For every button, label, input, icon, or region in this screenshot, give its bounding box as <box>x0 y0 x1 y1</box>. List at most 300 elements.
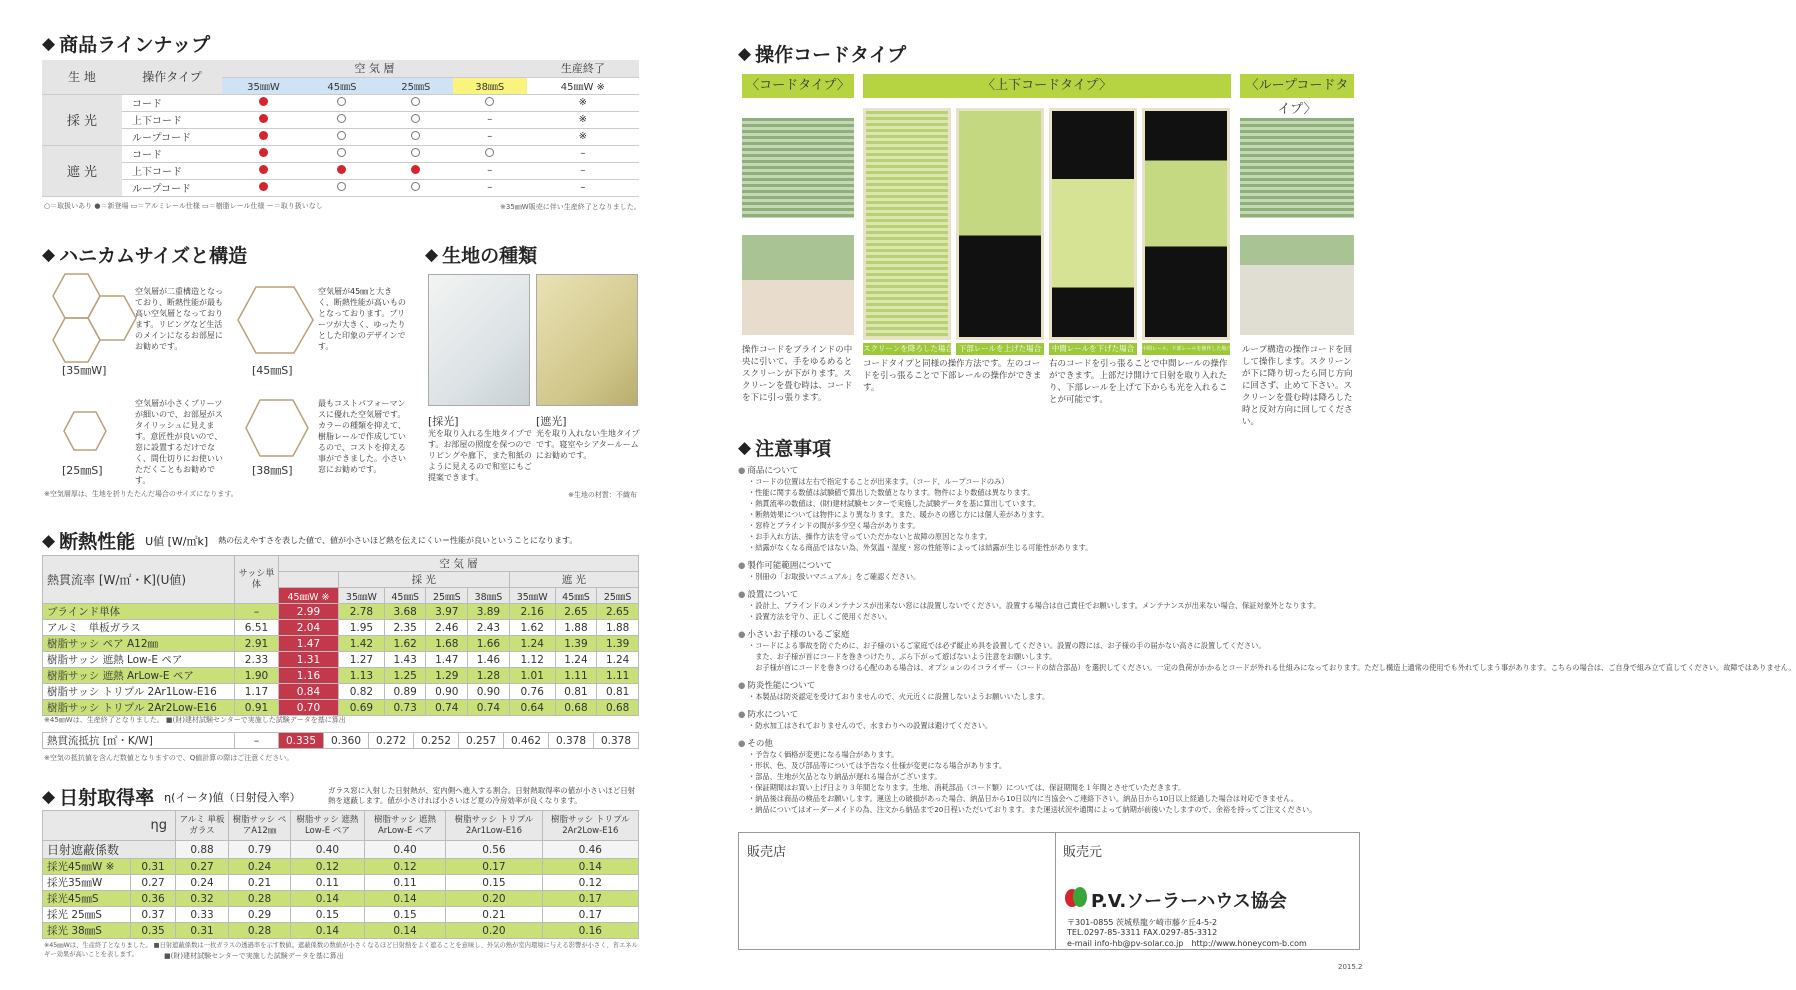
lineup-cell <box>379 128 453 145</box>
lineup-title: ◆ 商品ラインナップ <box>42 33 211 56</box>
caution-title: ◆ 注意事項 <box>738 437 832 460</box>
diamond-icon: ◆ <box>42 786 56 807</box>
thermal-table <box>42 555 639 716</box>
solar-cell: 0.15 <box>364 907 445 923</box>
lineup-op: 上下コード <box>122 111 222 128</box>
thermal-cell: 1.12 <box>509 652 555 668</box>
thermal-col-header: 38㎜S <box>468 588 510 604</box>
solar-cell: 0.12 <box>291 859 365 875</box>
diamond-icon: ◆ <box>42 33 56 54</box>
lineup-group: 遮 光 <box>42 145 122 196</box>
thermal-row <box>43 636 639 652</box>
caution-item: ・保証期間はお買い上げ日より３年間となります。生地、消耗部品（コード類）については、保証期間を１年間とさせていただきます。 <box>748 783 1186 792</box>
resist-cell: 0.335 <box>279 733 324 749</box>
solar-row-label: 採光45㎜S <box>43 891 131 907</box>
new-dot-icon <box>411 165 420 174</box>
lineup-row <box>42 145 639 162</box>
lineup-cell: – <box>527 162 639 179</box>
cord-photo-1 <box>742 118 854 218</box>
solar-subtitle: η(イータ)値（日射侵入率） <box>164 790 301 804</box>
thermal-row-label: 樹脂サッシ トリプル 2Ar2Low-E16 <box>43 700 235 716</box>
solar-col-header: アルミ 単板ガラス <box>176 811 229 841</box>
lineup-cell: ※ <box>527 111 639 128</box>
thermal-note2: ※空気の抵抗値を含んだ数値となりますので、Q値計算の際はご注意ください。 <box>44 754 294 762</box>
diamond-icon: ◆ <box>425 244 439 265</box>
caution-item: ・納品後は商品の検品をお願いします。運送上の破損があった場合、納品日から10日以内に当協会へご連絡下さい。納品日から10日以上経過した場合は対応できません。 <box>748 794 1298 803</box>
lineup-cell: – <box>453 179 527 196</box>
hex-38mmS-icon <box>244 398 310 458</box>
caution-heading: ● 小さいお子様のいるご家庭 <box>738 628 1358 640</box>
solar-row <box>43 891 639 907</box>
solar-cell: 0.28 <box>229 923 291 939</box>
lineup-row <box>42 128 639 145</box>
available-circle-icon <box>337 114 346 123</box>
thermal-cell: 3.97 <box>426 604 468 620</box>
lineup-table <box>42 60 639 197</box>
caution-heading: ● 製作可能範囲について <box>738 559 1358 571</box>
dealer-box <box>738 832 1360 950</box>
diamond-icon: ◆ <box>738 437 752 458</box>
solar-h-label: 日射遮蔽係数 <box>43 841 176 859</box>
lineup-cell <box>379 162 453 179</box>
available-circle-icon <box>485 97 494 106</box>
solar-cell: 0.27 <box>176 859 229 875</box>
thermal-cell: 0.73 <box>384 700 426 716</box>
thermal-col-header: 25㎜S <box>426 588 468 604</box>
thermal-cell: 2.65 <box>555 604 597 620</box>
thermal-cell: 0.81 <box>555 684 597 700</box>
lineup-cell: – <box>527 145 639 162</box>
lineup-col-header: 25㎜S <box>379 77 453 94</box>
caution-item: お子様が首にコードを巻きつける心配のある場合は、オプションのイコライザー（コードの結合部品）を選択してください。一定の負荷がかかるとコードが外れる仕組みになっております。ただし構造上通常の使用でも外れてしまう事があります。こちらの場合は、ご自身で組み立て直してください。故障ではありません。 <box>748 663 1796 672</box>
updown-photo-4 <box>1142 108 1230 340</box>
lineup-cell: – <box>453 162 527 179</box>
caution-item: ・結露がなくなる商品ではない為、外気温・湿度・窓の性能等によっては結露が生じる可能性があります。 <box>748 543 1093 552</box>
solar-cell: 0.21 <box>229 875 291 891</box>
solar-cell: 0.12 <box>364 859 445 875</box>
caution-item: ・納品についてはオーダーメイドの為、注文から納品まで20日程いただいております。また運送状況や通関によって納期が前後いたしますので、余裕を持ってご注文ください。 <box>748 805 1317 814</box>
thermal-cell: 1.88 <box>597 620 639 636</box>
thermal-cell: 1.31 <box>279 652 339 668</box>
solar-h-eta: ηg <box>43 811 176 841</box>
solar-cell: 0.17 <box>446 859 542 875</box>
lineup-h-air: 空 気 層 <box>222 60 527 77</box>
solar-glass-cell: 0.79 <box>229 841 291 859</box>
thermal-cell: 0.84 <box>279 684 339 700</box>
fabric-title: ◆ 生地の種類 <box>425 244 538 267</box>
caution-item: ・形状、色、及び部品等については予告なく仕様が変更になる場合があります。 <box>748 761 1007 770</box>
solar-coef: 0.35 <box>131 923 176 939</box>
thermal-cell: 3.68 <box>384 604 426 620</box>
thermal-cell: 1.01 <box>509 668 555 684</box>
thermal-cell: 1.68 <box>426 636 468 652</box>
hex-text-2: 空気層が45㎜と大きく、断熱性能が高いものとなっております。プリーツが大きく、ゆったりとした印象のデザインです。 <box>318 287 406 351</box>
solar-col-header: 樹脂サッシ トリプル 2Ar2Low-E16 <box>542 811 638 841</box>
thermal-cell: 1.47 <box>426 652 468 668</box>
caution-item: ・コードによる事故を防ぐために、お子様のいるご家庭では必ず縦止め具を設置してください。設置の際には、お子様の手の届かない高さに設置してください。 <box>748 641 1266 650</box>
available-circle-icon <box>411 131 420 140</box>
caution-item: ・予告なく価格が変更になる場合があります。 <box>748 750 899 759</box>
thermal-col-header: 35㎜W <box>509 588 555 604</box>
thermal-row <box>43 604 639 620</box>
fabric-a-text: 光を取り入れる生地タイプです。お部屋の照度を保つのでリビングや廊下、また和紙のように見えるので和室にもご提案できます。 <box>428 429 532 482</box>
lineup-col-header: 38㎜S <box>453 77 527 94</box>
year: 2015.2 <box>1338 963 1363 971</box>
lineup-col-header: 45㎜W ※ <box>527 77 639 94</box>
updown-cap-2: 下部レールを上げた場合 <box>956 343 1044 355</box>
thermal-cell: 1.66 <box>468 636 510 652</box>
thermal-title: ◆ 断熱性能 U値 [W/㎡k] 熱の伝えやすさを表した値で、値が小さいほど熱を伝えにくい＝性能が良いということになります。 <box>42 530 578 553</box>
thermal-cell: 1.42 <box>338 636 384 652</box>
thermal-cell: 2.16 <box>509 604 555 620</box>
honeycomb-title: ◆ ハニカムサイズと構造 <box>42 244 248 267</box>
solar-coef: 0.27 <box>131 875 176 891</box>
hex-label-4: [38㎜S] <box>252 464 293 477</box>
hex-45mmS-icon <box>236 285 316 355</box>
solar-row-label: 採光 25㎜S <box>43 907 131 923</box>
thermal-h-label: 熱貫流率 [W/㎡・K](U値) <box>43 556 235 604</box>
loop-photo-1 <box>1240 118 1354 218</box>
thermal-cell: 0.70 <box>279 700 339 716</box>
hex-label-3: [25㎜S] <box>62 464 103 477</box>
resist-cell: 0.378 <box>549 733 594 749</box>
new-dot-icon <box>259 114 268 123</box>
lineup-row <box>42 162 639 179</box>
thermal-cell: 2.99 <box>279 604 339 620</box>
available-circle-icon <box>411 114 420 123</box>
lineup-row <box>42 111 639 128</box>
solar-row-label: 採光 38㎜S <box>43 923 131 939</box>
solar-cell: 0.12 <box>542 875 638 891</box>
thermal-row <box>43 620 639 636</box>
caution-item: ・コードの位置は左右で指定することが出来ます。（コード、ループコードのみ） <box>748 477 1009 486</box>
dealer-address: 〒301-0855 茨城県龍ケ崎市藤ケ丘4-5-2 <box>1067 918 1218 927</box>
caution-heading: ● 防水について <box>738 708 1358 720</box>
solar-cell: 0.16 <box>542 923 638 939</box>
lineup-h-end: 生産終了 <box>527 60 639 77</box>
solar-coef: 0.31 <box>131 859 176 875</box>
thermal-cell: 1.16 <box>279 668 339 684</box>
thermal-cell: 1.62 <box>509 620 555 636</box>
new-dot-icon <box>259 165 268 174</box>
hex-text-4: 最もコストパフォーマンスに優れた空気層です。カラーの種類を抑えて、樹脂レールで作成しているので、コストを抑える事ができました。小さい窓にお勧めです。 <box>318 399 406 474</box>
lineup-op: コード <box>122 145 222 162</box>
thermal-h-air: 空 気 層 <box>279 556 639 572</box>
thermal-row-label: 樹脂サッシ トリプル 2Ar1Low-E16 <box>43 684 235 700</box>
available-circle-icon <box>337 131 346 140</box>
caution-heading: ● 商品について <box>738 464 1358 476</box>
lineup-cell <box>379 145 453 162</box>
lineup-cell <box>379 179 453 196</box>
resist-cell: 0.252 <box>414 733 459 749</box>
thermal-cell: 0.89 <box>384 684 426 700</box>
lineup-legend: ○＝取扱いあり ●＝新登場 ▭＝アルミレール仕様 ▭＝樹脂レール仕様 ー＝取り扱いなし <box>44 202 323 210</box>
solar-cell: 0.31 <box>176 923 229 939</box>
solar-col-header: 樹脂サッシ トリプル 2Ar1Low-E16 <box>446 811 542 841</box>
caution-item: ・性能に関する数値は試験値で算出した数値となります。物件により数値は異なります。 <box>748 488 1035 497</box>
lineup-cell <box>379 111 453 128</box>
thermal-cell: 0.64 <box>509 700 555 716</box>
dealer-tel: TEL.0297-85-3311 FAX.0297-85-3312 <box>1067 928 1218 937</box>
caution-heading: ● 設置について <box>738 588 1358 600</box>
thermal-sash: 2.33 <box>235 652 279 668</box>
thermal-cell: 1.24 <box>597 652 639 668</box>
resist-cell: 0.272 <box>369 733 414 749</box>
lineup-cell <box>222 145 305 162</box>
thermal-cell: 1.27 <box>338 652 384 668</box>
lineup-cell: – <box>453 111 527 128</box>
lineup-cell <box>222 111 305 128</box>
thermal-subtitle: U値 [W/㎡k] <box>145 534 209 548</box>
thermal-row <box>43 684 639 700</box>
cord-type2-label: 〈上下コードタイプ〉 <box>863 74 1231 98</box>
hex-label-2: [45㎜S] <box>252 364 293 377</box>
solar-note1: ※45㎜Wは、生産終了となりました。 ■日射遮蔽係数は一枚ガラスの透過率を示す数値。遮蔽係数の数値が小さくなるほど日射熱をよく遮ることを意味し、外気の熱が室内環境に与える影響が小さく、省エネルギー効果が高いことを表します。 <box>44 942 638 958</box>
caution-item: ・窓枠とブラインドの間が多少空く場合があります。 <box>748 521 920 530</box>
caution-item: ・別冊の「お取扱いマニュアル」をご確認ください。 <box>748 572 921 581</box>
available-circle-icon <box>337 97 346 106</box>
lineup-cell: ※ <box>527 128 639 145</box>
fabric-b-text: 光を取り入れない生地タイプです。寝室やシアタールームにお勧めです。 <box>536 429 640 460</box>
new-dot-icon <box>259 97 268 106</box>
solar-cell: 0.14 <box>364 891 445 907</box>
solar-coef: 0.37 <box>131 907 176 923</box>
lineup-cell <box>305 128 379 145</box>
thermal-row <box>43 652 639 668</box>
thermal-row-label: ブラインド単体 <box>43 604 235 620</box>
lineup-cell <box>305 162 379 179</box>
thermal-h-saiko: 採 光 <box>338 572 509 588</box>
thermal-desc: 熱の伝えやすさを表した値で、値が小さいほど熱を伝えにくい＝性能が良いということになります。 <box>218 536 578 545</box>
thermal-cell: 1.29 <box>426 668 468 684</box>
solar-cell: 0.29 <box>229 907 291 923</box>
resist-sash: – <box>235 733 279 749</box>
dealer-company: P.V.ソーラーハウス協会 <box>1091 891 1287 912</box>
cord-desc-4: ループ構造の操作コードを回して操作します。スクリーンが下に降り切ったら同じ方向に回さず、止めて下さい。スクリーンを畳む時は降ろした時と反対方向に回してください。 <box>1242 345 1353 427</box>
caution-item: ・断熱効果については物件により異なります。また、暖かさの感じ方には個人差があります。 <box>748 510 1049 519</box>
thermal-cell: 1.46 <box>468 652 510 668</box>
hex-label-1: [35㎜W] <box>62 364 107 377</box>
solar-cell: 0.24 <box>229 859 291 875</box>
caution-body <box>738 458 1796 815</box>
hex-text-1: 空気層が二重構造となっており、断熱性能が最も高い空気層となっております。リビングなど生活のメインになるお部屋にお勧めです。 <box>135 287 223 351</box>
solar-cell: 0.20 <box>446 923 542 939</box>
dealer-email: e-mail info-hb@pv-solar.co.jp http://www.honeycom-b.com <box>1067 939 1307 948</box>
lineup-cell: ※ <box>527 94 639 111</box>
thermal-cell: 0.81 <box>597 684 639 700</box>
solar-cell: 0.33 <box>176 907 229 923</box>
thermal-cell: 2.35 <box>384 620 426 636</box>
thermal-cell: 1.88 <box>555 620 597 636</box>
updown-cap-1: スクリーンを降ろした場合 <box>863 344 953 353</box>
solar-cell: 0.15 <box>291 907 365 923</box>
solar-row <box>43 859 639 875</box>
thermal-cell: 0.68 <box>597 700 639 716</box>
solar-col-header: 樹脂サッシ 遮熱 Low-E ペア <box>291 811 365 841</box>
lineup-cell <box>305 111 379 128</box>
solar-table <box>42 810 639 939</box>
thermal-sash: 6.51 <box>235 620 279 636</box>
solar-cell: 0.32 <box>176 891 229 907</box>
solar-glass-cell: 0.40 <box>364 841 445 859</box>
resist-cell: 0.462 <box>504 733 549 749</box>
thermal-sash: – <box>235 604 279 620</box>
diamond-icon: ◆ <box>738 43 752 64</box>
lineup-cell <box>305 145 379 162</box>
hex-25mmS-icon <box>62 410 108 452</box>
loop-photo-2 <box>1240 235 1354 335</box>
solar-cell: 0.15 <box>446 875 542 891</box>
thermal-row <box>43 700 639 716</box>
caution-item: ・設置方法を守り、正しくご使用ください。 <box>748 612 892 621</box>
fabric-shako-photo <box>536 274 638 406</box>
honeycomb-note: ※空気層厚は、生地を折りたたんだ場合のサイズになります。 <box>44 490 238 498</box>
resist-label: 熱貫流抵抗 [㎡・K/W] <box>43 733 235 749</box>
new-dot-icon <box>259 131 268 140</box>
solar-row-label: 採光45㎜W ※ <box>43 859 131 875</box>
thermal-col-header: 45㎜S <box>555 588 597 604</box>
lineup-cell <box>222 94 305 111</box>
thermal-note1: ※45㎜Wは、生産終了となりました。 ■(財)建材試験センターで実施した試験データを基に算出 <box>44 716 346 724</box>
thermal-col-header: 35㎜W <box>338 588 384 604</box>
thermal-cell: 0.82 <box>338 684 384 700</box>
thermal-cell: 0.74 <box>426 700 468 716</box>
available-circle-icon <box>337 148 346 157</box>
thermal-h-sash: サッシ単体 <box>235 556 279 604</box>
diamond-icon: ◆ <box>42 244 56 265</box>
lineup-cell <box>222 179 305 196</box>
solar-cell: 0.14 <box>291 891 365 907</box>
thermal-cell: 0.90 <box>426 684 468 700</box>
lineup-op: ループコード <box>122 179 222 196</box>
resist-cell: 0.378 <box>594 733 639 749</box>
solar-title: ◆ 日射取得率 η(イータ)値（日射侵入率） <box>42 786 301 809</box>
lineup-col-header: 35㎜W <box>222 77 305 94</box>
pv-logo-icon <box>1065 887 1087 909</box>
caution-item: ・熱貫流率の数値は、(財)建材試験センターで実施した試験データを基に算出しています。 <box>748 499 1041 508</box>
caution-heading: ● その他 <box>738 737 1358 749</box>
lineup-row <box>42 94 639 111</box>
thermal-col-header: 45㎜W ※ <box>279 588 339 604</box>
thermal-cell: 1.11 <box>597 668 639 684</box>
thermal-cell: 1.25 <box>384 668 426 684</box>
available-circle-icon <box>337 182 346 191</box>
new-dot-icon <box>259 148 268 157</box>
solar-glass-cell: 0.40 <box>291 841 365 859</box>
thermal-cell: 2.65 <box>597 604 639 620</box>
lineup-op: コード <box>122 94 222 111</box>
available-circle-icon <box>411 148 420 157</box>
solar-cell: 0.28 <box>229 891 291 907</box>
fabric-a-label: [採光] <box>428 415 459 428</box>
lineup-cell <box>305 179 379 196</box>
thermal-row-label: 樹脂サッシ 遮熱 Low-E ペア <box>43 652 235 668</box>
fabric-saiko-photo <box>428 274 530 406</box>
thermal-row <box>43 668 639 684</box>
thermal-row-label: アルミ 単板ガラス <box>43 620 235 636</box>
thermal-cell: 0.68 <box>555 700 597 716</box>
solar-coef: 0.36 <box>131 891 176 907</box>
thermal-cell: 1.39 <box>597 636 639 652</box>
available-circle-icon <box>411 97 420 106</box>
resist-cell: 0.257 <box>459 733 504 749</box>
cord-title: ◆ 操作コードタイプ <box>738 43 907 66</box>
lineup-cell <box>453 145 527 162</box>
solar-desc: ガラス窓に入射した日射熱が、室内側へ進入する割合。日射熱取得率の値が小さいほど日射熱を遮蔽します。値が小さければ小さいほど夏の冷房効率が良くなります。 <box>328 786 636 805</box>
thermal-cell: 1.43 <box>384 652 426 668</box>
solar-col-header: 樹脂サッシ ペアA12㎜ <box>229 811 291 841</box>
diamond-icon: ◆ <box>42 530 56 551</box>
thermal-cell: 3.89 <box>468 604 510 620</box>
solar-cell: 0.11 <box>291 875 365 891</box>
thermal-cell: 1.62 <box>384 636 426 652</box>
cord-type3-label: 〈ループコードタイプ〉 <box>1240 74 1354 98</box>
solar-cell: 0.14 <box>291 923 365 939</box>
thermal-cell: 1.28 <box>468 668 510 684</box>
thermal-sash: 2.91 <box>235 636 279 652</box>
solar-cell: 0.21 <box>446 907 542 923</box>
thermal-sash: 1.90 <box>235 668 279 684</box>
solar-cell: 0.17 <box>542 891 638 907</box>
thermal-cell: 2.43 <box>468 620 510 636</box>
updown-photo-3 <box>1049 108 1137 340</box>
thermal-cell: 1.39 <box>555 636 597 652</box>
thermal-cell: 0.76 <box>509 684 555 700</box>
lineup-col-header: 45㎜S <box>305 77 379 94</box>
lineup-cell <box>222 128 305 145</box>
solar-cell: 0.17 <box>542 907 638 923</box>
cord-desc-3: 右のコードを引っ張ることで中間レールの操作ができます。上部だけ開けて日射を取り入れたり、下部レールを上げて下からも光を入れることが可能です。 <box>1049 359 1228 405</box>
lineup-h-optype: 操作タイプ <box>122 60 222 94</box>
thermal-row-label: 樹脂サッシ 遮熱 ArLow-E ペア <box>43 668 235 684</box>
thermal-cell: 1.24 <box>509 636 555 652</box>
hex-35mmW-icon <box>40 272 140 362</box>
cord-type1-label: 〈コードタイプ〉 <box>742 74 854 98</box>
solar-glass-cell: 0.46 <box>542 841 638 859</box>
lineup-cell <box>222 162 305 179</box>
thermal-cell: 2.04 <box>279 620 339 636</box>
lineup-op: 上下コード <box>122 162 222 179</box>
updown-photo-1 <box>863 108 951 340</box>
solar-row <box>43 875 639 891</box>
solar-note2: ■(財)建材試験センターで実施した試験データを基に算出 <box>164 952 344 960</box>
lineup-op: ループコード <box>122 128 222 145</box>
solar-cell: 0.14 <box>542 859 638 875</box>
dealer-maker: 販売元 <box>1063 845 1103 860</box>
solar-glass-cell: 0.56 <box>446 841 542 859</box>
lineup-cell: – <box>453 128 527 145</box>
thermal-col-header: 25㎜S <box>597 588 639 604</box>
caution-item: ・設計上、ブラインドのメンテナンスが出来ない窓には設置しないでください。設置する場合は自己責任でお願いします。メンテナンスが出来ない場合、保証対象外となります。 <box>748 601 1321 610</box>
available-circle-icon <box>485 148 494 157</box>
solar-glass-cell: 0.88 <box>176 841 229 859</box>
thermal-cell: 0.90 <box>468 684 510 700</box>
caution-item: ・防水加工はされておりませんので、水まわりへの設置は避けてください。 <box>748 721 993 730</box>
fabric-note: ※生地の材質：不織布 <box>568 491 637 499</box>
thermal-h-shako: 遮 光 <box>509 572 638 588</box>
caution-item: ・本製品は防炎認定を受けておりませんので、火元近くに設置しないようお願いいたします。 <box>748 692 1050 701</box>
thermal-cell: 1.95 <box>338 620 384 636</box>
cord-photo-2 <box>742 235 854 335</box>
thermal-cell: 2.46 <box>426 620 468 636</box>
hex-text-3: 空気層が小さくプリーツが細いので、お部屋がスタイリッシュに見えます。意匠性が良いので、窓に設置するだけでなく、間仕切りにお使いいただくこともお勧めです。 <box>135 399 223 485</box>
lineup-h-seichi: 生 地 <box>42 60 122 94</box>
thermal-col-header: 45㎜S <box>384 588 426 604</box>
resist-cell: 0.360 <box>324 733 369 749</box>
lineup-row <box>42 179 639 196</box>
caution-item: ・お手入れ方法、操作方法を守っていただかないと故障の原因となります。 <box>748 532 992 541</box>
thermal-cell: 0.69 <box>338 700 384 716</box>
